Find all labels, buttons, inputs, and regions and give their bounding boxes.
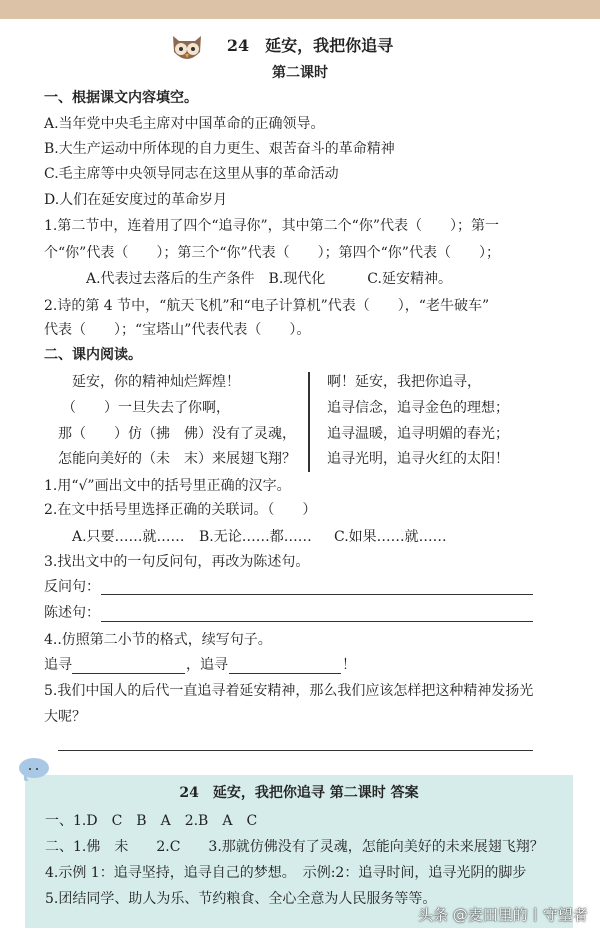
elephant-icon (18, 757, 50, 781)
option-a: A.只要……就…… (72, 529, 185, 545)
answer-line[interactable] (72, 673, 185, 674)
question-text: 2.诗的第 4 节中，“航天飞机”和“电子计算机”代表（ ），“老牛破车” (44, 298, 490, 314)
question-text: 3.找出文中的一句反问句，再改为陈述句。 (44, 554, 310, 570)
poem-line: （ ）一旦失去了你啊， (62, 400, 230, 416)
answer-line-text: 5.团结同学、助人为乐、节约粮食、全心全意为人民服务等等。 (45, 891, 437, 907)
poem-line: 那（ ）仿（拂 佛）没有了灵魂， (58, 426, 296, 442)
answer-line-text: 二、1.佛 未 2.C 3.那就仿佛没有了灵魂，怎能向美好的未来展翅飞翔？ (45, 839, 544, 855)
page-subtitle: 第二课时 (272, 65, 328, 81)
answer-label: 反问句： (44, 579, 100, 595)
choice-a: A.当年党中央毛主席对中国革命的正确领导。 (44, 116, 325, 132)
section-heading: 一、根据课文内容填空。 (44, 90, 198, 106)
divider (308, 372, 310, 472)
watermark: 头条 @麦田里的丨守望者 (418, 906, 588, 924)
fill-word: ，追寻 (186, 657, 228, 673)
answer-label: 陈述句： (44, 605, 100, 621)
option-c: C.如果……就…… (334, 529, 447, 545)
question-text: 大呢？ (44, 709, 86, 725)
fill-word: 追寻 (44, 657, 72, 673)
choice-d: D.人们在延安度过的革命岁月 (44, 192, 228, 208)
question-options: A.代表过去落后的生产条件 B.现代化 C.延安精神。 (86, 271, 452, 287)
section-heading: 二、课内阅读。 (44, 347, 142, 363)
answer-line-text: 一、1.D C B A 2.B A C (45, 813, 258, 829)
answer-line-text: 4.示例 1：追寻坚持，追寻自己的梦想。 示例:2：追寻时间，追寻光阴的脚步 (45, 865, 527, 881)
answer-line[interactable] (229, 673, 341, 674)
page-title: 24 延安，我把你追寻 (226, 36, 394, 55)
answer-title: 24 延安，我把你追寻 第二课时 答案 (179, 785, 419, 801)
question-text: 1.第二节中，连着用了四个“追寻你”，其中第二个“你”代表（ ）；第一 (44, 218, 499, 234)
poem-line: 追寻光明，追寻火红的太阳！ (327, 451, 509, 467)
answer-line[interactable] (101, 621, 533, 622)
poem-line: 追寻信念，追寻金色的理想； (327, 400, 509, 416)
poem-line: 啊！延安，我把你追寻， (327, 374, 481, 390)
answer-line[interactable] (101, 594, 533, 595)
answer-line[interactable] (58, 750, 533, 751)
question-text: 代表（ ）；“宝塔山”代表代表（ ）。 (44, 322, 311, 338)
fill-end: ！ (342, 657, 356, 673)
poem-line: 延安，你的精神灿烂辉煌！ (72, 374, 240, 390)
question-text: 5.我们中国人的后代一直追寻着延安精神，那么我们应该怎样把这种精神发扬光 (44, 683, 534, 699)
question-text: 1.用“√”画出文中的括号里正确的汉字。 (44, 478, 291, 494)
choice-b: B.大生产运动中所体现的自力更生、艰苦奋斗的革命精神 (44, 141, 395, 157)
poem-line: 怎能向美好的（未 末）来展翅飞翔？ (58, 451, 296, 467)
question-text: 2.在文中括号里选择正确的关联词。（ ） (44, 502, 317, 518)
top-banner (0, 0, 600, 19)
choice-c: C.毛主席等中央领导同志在这里从事的革命活动 (44, 166, 339, 182)
question-text: 4..仿照第二小节的格式，续写句子。 (44, 632, 272, 648)
option-b: B.无论……都…… (199, 529, 312, 545)
question-text: 个“你”代表（ ）；第三个“你”代表（ ）；第四个“你”代表（ ）； (44, 245, 500, 261)
poem-line: 追寻温暖，追寻明媚的春光； (327, 426, 509, 442)
